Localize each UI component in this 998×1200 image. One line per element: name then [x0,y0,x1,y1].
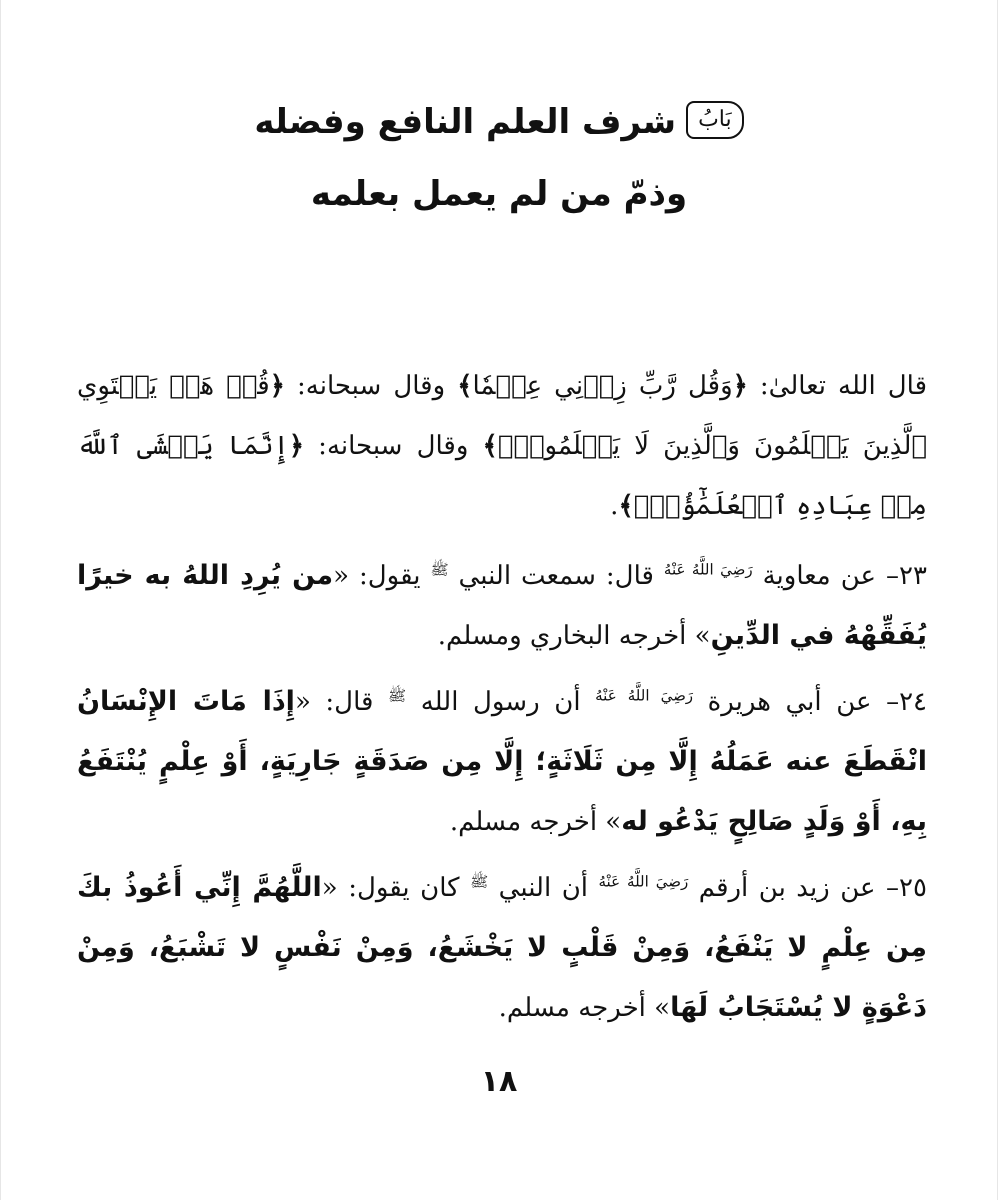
intro-end: . [610,491,619,521]
salawat-honorific: ﷺ [388,686,407,705]
hadith-lead: عن أبي هريرة [693,687,872,717]
radiallahu-anhu-honorific: رَضِيَ اللَّهُ عَنْهُ [595,686,694,705]
hadith-source: » أخرجه مسلم. [498,993,671,1023]
radiallahu-anhu-honorific: رَضِيَ اللَّهُ عَنْهُ [598,872,689,891]
page-number: ١٨ [480,1064,518,1099]
page-body [77,356,927,1044]
hadith-paragraph [77,546,927,666]
salawat-honorific: ﷺ [470,872,489,891]
verse-close-bracket: ﴾ [482,431,498,461]
hadith-lead: عن زيد بن أرقم [688,873,876,903]
chapter-badge: بَابُ [686,101,744,139]
hadith-dash: – [871,687,900,717]
verse-open-bracket: ﴿ [288,431,305,461]
hadith-paragraph [77,672,927,852]
hadith-dash: – [875,873,900,903]
hadith-number: ٢٣ [899,561,927,591]
hadith-dash: – [876,561,900,591]
chapter-title-line-1 [121,86,877,158]
intro-paragraph [77,356,927,536]
hadith-lead-3: يقول: « [333,561,431,591]
hadith-number: ٢٥ [899,873,927,903]
radiallahu-anhu-honorific: رَضِيَ اللَّهُ عَنْهُ [663,560,753,579]
intro-text-2: وقال سبحانه: [284,371,458,401]
hadith-text: اللَّهُمَّ إِنِّي أَعُوذُ بكَ مِن عِلْمٍ لا يَنْفَعُ، وَمِنْ قَلْبٍ لا يَخْشَعُ، وَمِنْ نَفْسٍ لا تَشْبَعُ، وَمِنْ دَعْوَةٍ لا يُسْتَجَابُ لَهَا [77,872,927,1023]
intro-text-1: قال الله تعالىٰ: [747,371,928,401]
hadith-text: إِذَا مَاتَ الإِنْسَانُ انْقَطَعَ عنه عَمَلُهُ إِلَّا مِن ثَلَاثَةٍ؛ إِلَّا مِن صَدَقَةٍ جَارِيَةٍ، أَوْ عِلْمٍ يُنْتَفَعُ بِهِ، أَوْ وَلَدٍ صَالِحٍ يَدْعُو له [77,686,927,837]
chapter-title-text-1: شرف العلم النافع وفضله [254,102,677,142]
quran-verse-1: وَقُل رَّبِّ زِدۡنِي عِلۡمٗا [472,371,733,401]
hadith-text: من يُرِدِ اللهُ به خيرًا يُفَقِّهْهُ في الدِّينِ [77,560,927,651]
quran-verse-2: قُلۡ هَلۡ يَسۡتَوِي ٱلَّذِينَ يَعۡلَمُونَ وَٱلَّذِينَ لَا يَعۡلَمُونَۗ [77,371,927,461]
hadith-paragraph [77,858,927,1038]
hadith-number: ٢٤ [899,687,928,717]
verse-close-bracket: ﴾ [618,491,634,521]
hadith-lead-2: قال: سمعت النبي [448,561,664,591]
verse-open-bracket: ﴿ [269,371,285,401]
hadith-lead-3: كان يقول: « [321,873,471,903]
chapter-title-line-2: وذمّ من لم يعمل بعلمه [310,174,688,214]
hadith-source: » أخرجه مسلم. [449,807,622,837]
verse-close-bracket: ﴾ [457,371,473,401]
intro-text-3: وقال سبحانه: [304,431,483,461]
salawat-honorific: ﷺ [430,560,449,579]
hadith-lead-2: أن النبي [488,873,599,903]
hadith-lead-2: أن رسول الله [406,687,596,717]
hadith-source: » أخرجه البخاري ومسلم. [437,621,711,651]
chapter-heading [121,86,877,230]
verse-open-bracket: ﴿ [732,371,748,401]
quran-verse-3: إِنَّمَا يَخۡشَى ٱللَّهَ مِنۡ عِبَادِهِ ٱلۡعُلَمَٰٓؤُاْۗ [77,431,927,521]
hadith-lead-3: قال: « [294,687,389,717]
hadith-lead: عن معاوية [752,561,877,591]
